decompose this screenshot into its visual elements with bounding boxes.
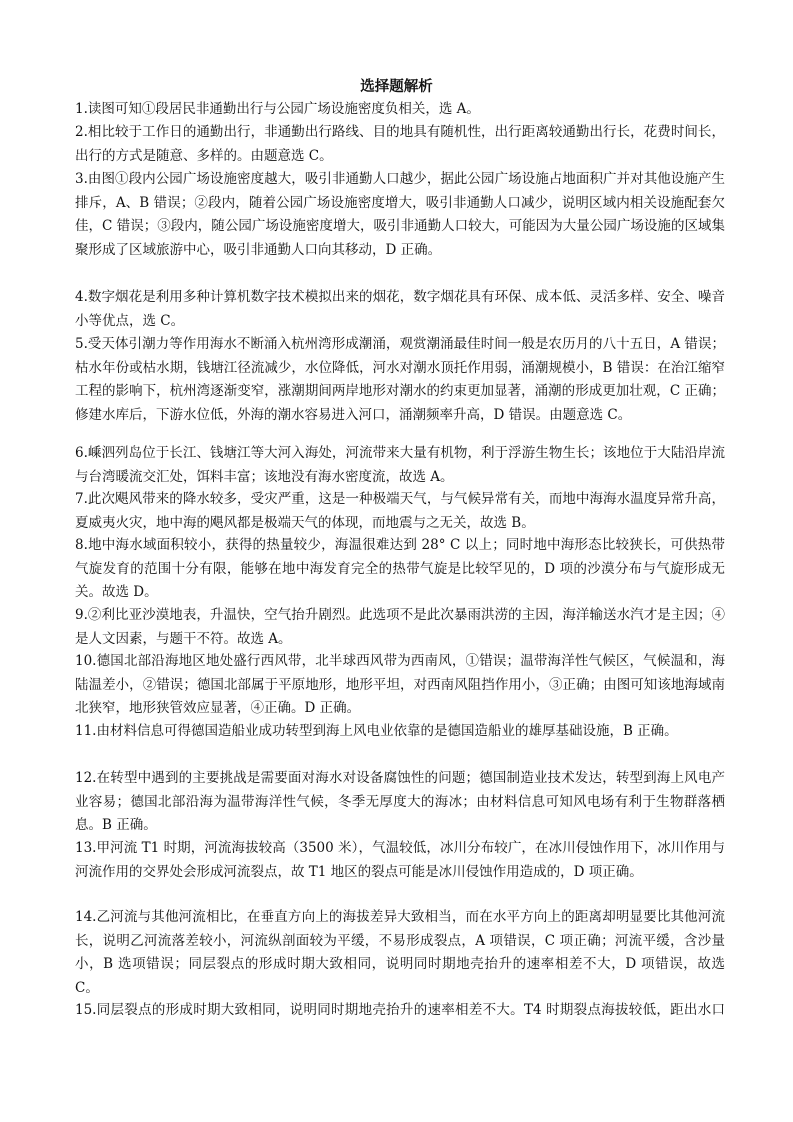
- answer-item-6: 6.嵊泗列岛位于长江、钱塘江等大河入海处，河流带来大量有机物，利于浮游生物生长；该地位于大陆沿岸流与台湾暖流交汇处，饵料丰富；该地没有海水密度流，故选 A。: [75, 445, 725, 485]
- answer-item-1: 1.读图可知①段居民非通勤出行与公园广场设施密度负相关，选 A。: [75, 101, 480, 117]
- answer-item-8: 8.地中海水域面积较小，获得的热量较少，海温很难达到 28° C 以上；同时地中海形态比较狭长，可供热带气旋发育的范围十分有限，能够在地中海发育完全的热带气旋是比较罕见的，D 项的沙漠分布与气旋形成无关。故选 D。: [75, 537, 725, 601]
- answer-item-4: 4.数字烟花是利用多种计算机数字技术模拟出来的烟花，数字烟花具有环保、成本低、灵活多样、安全、噪音小等优点，选 C。: [75, 289, 725, 329]
- answer-item-10: 10.德国北部沿海地区地处盛行西风带，北半球西风带为西南风，①错误；温带海洋性气候区，气候温和，海陆温差小，②错误；德国北部属于平原地形，地形平坦，对西南风阻挡作用小，③正确；由图可知该地海域南北狭窄，地形狭管效应显著，④正确。D 正确。: [75, 653, 725, 717]
- answer-item-11: 11.由材料信息可得德国造船业成功转型到海上风电业依靠的是德国造船业的雄厚基础设施，B 正确。: [75, 723, 678, 739]
- answer-item-5: 5.受天体引潮力等作用海水不断涌入杭州湾形成潮涌，观赏潮涌最佳时间一般是农历月的八十五日，A 错误；枯水年份或枯水期，钱塘江径流减少，水位降低，河水对潮水顶托作用弱，涌潮规模小，B 错误：在治江缩窄工程的影响下，杭州湾逐渐变窄，涨潮期间两岸地形对潮水的约束更加显著，涌潮的形成更加壮观，C 正确；修建水库后，下游水位低，外海的潮水容易进入河口，涌潮频率升高，D 错误。由题意选 C。: [75, 336, 725, 423]
- answer-item-12: 12.在转型中遇到的主要挑战是需要面对海水对设备腐蚀性的问题；德国制造业技术发达，转型到海上风电产业容易；德国北部沿海为温带海洋性气候，冬季无厚度大的海冰；由材料信息可知风电场有利于生物群落栖息。B 正确。: [75, 770, 725, 834]
- answer-item-3: 3.由图①段内公园广场设施密度越大，吸引非通勤人口越少，据此公园广场设施占地面积广并对其他设施产生排斥，A、B 错误；②段内，随着公园广场设施密度增大，吸引非通勤人口减少，说明区域内相关设施配套欠佳，C 错误；③段内，随公园广场设施密度增大，吸引非通勤人口较大，可能因为大量公园广场设施的区域集聚形成了区域旅游中心，吸引非通勤人口向其移动，D 正确。: [75, 171, 725, 258]
- answer-item-14: 14.乙河流与其他河流相比，在垂直方向上的海拔差异大致相当，而在水平方向上的距离却明显要比其他河流长，说明乙河流落差较小，河流纵剖面较为平缓，不易形成裂点，A 项错误，C 项正确；河流平缓，含沙量小，B 选项错误；同层裂点的形成时期大致相同，说明同时期地壳抬升的速率相差不大，D 项错误，故选 C。: [75, 909, 725, 996]
- answer-item-13: 13.甲河流 T1 时期，河流海拔较高（3500 米），气温较低，冰川分布较广，在冰川侵蚀作用下，冰川作用与河流作用的交界处会形成河流裂点，故 T1 地区的裂点可能是冰川侵蚀作用造成的，D 项正确。: [75, 840, 725, 880]
- page-title: 选择题解析: [360, 78, 433, 95]
- answer-item-9: 9.②利比亚沙漠地表，升温快，空气抬升剧烈。此选项不是此次暴雨洪涝的主因，海洋输送水汽才是主因；④是人文因素，与题干不符。故选 A。: [75, 607, 725, 647]
- answer-item-7: 7.此次飓风带来的降水较多，受灾严重，这是一种极端天气，与气候异常有关，而地中海海水温度异常升高，夏威夷火灾，地中海的飓风都是极端天气的体现，而地震与之无关，故选 B。: [75, 491, 725, 531]
- answer-item-2: 2.相比较于工作日的通勤出行，非通勤出行路线、目的地具有随机性，出行距离较通勤出行长，花费时间长，出行的方式是随意、多样的。由题意选 C。: [75, 124, 725, 164]
- answer-item-15: 15.同层裂点的形成时期大致相同，说明同时期地壳抬升的速率相差不大。T4 时期裂点海拔较低，距出水口: [75, 1002, 725, 1018]
- page-bottom-cutoff: [0, 1024, 793, 1122]
